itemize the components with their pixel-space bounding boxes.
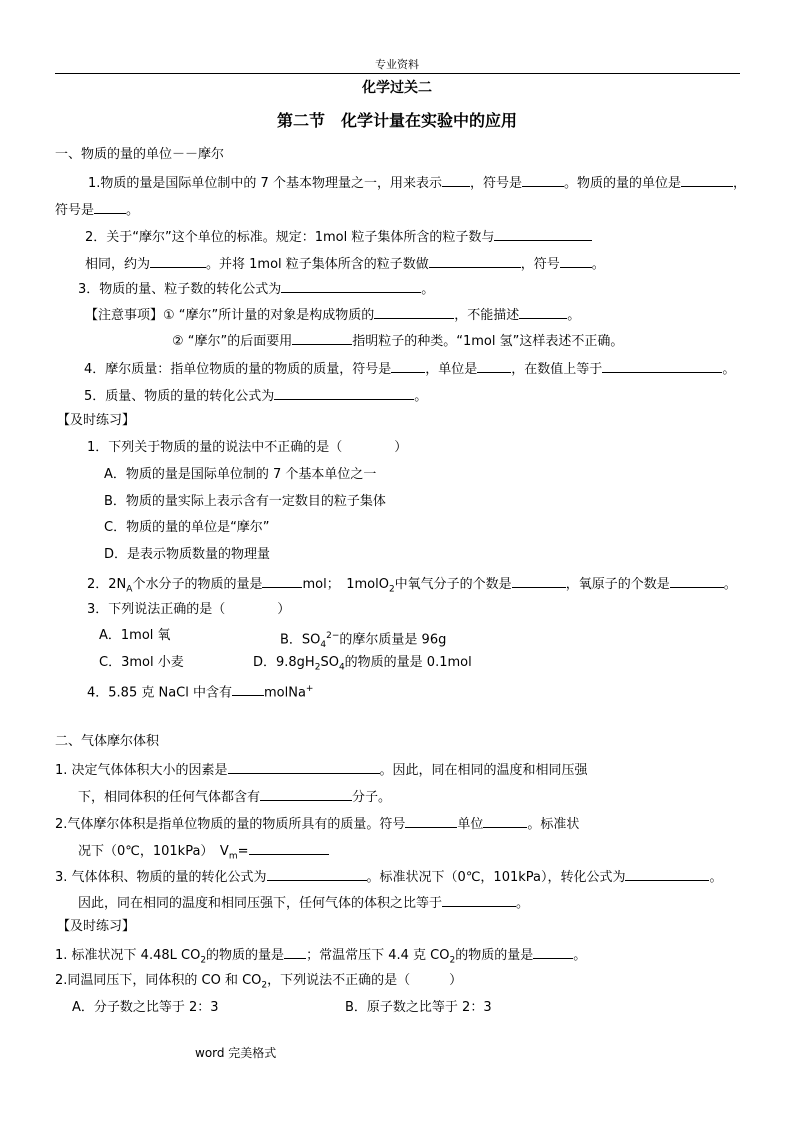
blank	[477, 360, 511, 373]
ex2-q2-option-b: B．原子数之比等于 2：3	[345, 1000, 492, 1015]
blank	[284, 946, 306, 959]
blank	[249, 842, 329, 855]
blank	[405, 815, 457, 828]
ex2-q1: 1. 标准状况下 4.48L $CO_2$的物质的量是 ；常温常压下 4.4 克 $CO_2$的物质的量是 。	[55, 948, 587, 966]
section-title: 第二节 化学计量在实验中的应用	[276, 111, 517, 130]
ex2-q2-option-a: A．分子数之比等于 2：3	[72, 1000, 219, 1015]
s1-item2-line2: 相同，约为 。并将 1mol 粒子集体所含的粒子数做 ，符号 。	[85, 257, 605, 272]
blank	[442, 894, 516, 907]
ex1-q3-option-c: C．3mol 小麦	[99, 655, 184, 670]
blank	[494, 228, 592, 241]
ex1-q1-option-a: A．物质的量是国际单位制的 7 个基本单位之一	[104, 467, 377, 482]
s1-item3: 3．物质的量、粒子数的转化公式为 。	[78, 282, 435, 297]
blank	[560, 255, 592, 268]
blank	[260, 788, 352, 801]
ex1-q3-option-d: D．$9.8gH_2SO_4$的物质的量是 0.1mol	[253, 655, 472, 673]
section2-heading: 二、气体摩尔体积	[55, 734, 160, 749]
blank	[442, 174, 470, 187]
blank	[374, 306, 454, 319]
blank	[274, 387, 414, 400]
blank	[483, 815, 527, 828]
blank	[533, 946, 573, 959]
blank	[232, 683, 264, 696]
s1-item1-line1: 1.物质的量是国际单位制中的 7 个基本物理量之一，用来表示 ，符号是 。物质的量的单位是 ，	[88, 176, 746, 191]
ex1-q1: 1．下列关于物质的量的说法中不正确的是（ ）	[87, 440, 408, 455]
blank	[267, 868, 367, 881]
ex1-q1-option-c: C．物质的量的单位是“摩尔”	[104, 520, 270, 535]
s2-item3-line1: 3. 气体体积、物质的量的转化公式为 。标准状况下（0℃，101kPa），转化公式为 。	[55, 870, 723, 885]
blank	[512, 575, 566, 588]
s1-note2: ② “摩尔”的后面要用 指明粒子的种类。“1mol 氢”这样表述不正确。	[172, 334, 624, 349]
blank	[519, 306, 567, 319]
s1-item2-line1: 2．关于“摩尔”这个单位的标准。规定：1mol 粒子集体所含的粒子数与	[85, 228, 592, 246]
blank	[522, 174, 564, 187]
practice2-heading: 【及时练习】	[57, 919, 136, 934]
page-footer: word 完美格式	[195, 1046, 277, 1060]
blank	[292, 332, 352, 345]
blank	[625, 868, 709, 881]
blank	[228, 761, 380, 774]
ex1-q4: 4．5.85 克 NaCl 中含有 molNa+	[87, 684, 314, 701]
blank	[681, 174, 733, 187]
blank	[94, 201, 126, 214]
s2-item2-line2: 况下（0℃，101kPa） $V_m=$	[78, 842, 329, 865]
ex1-q1-option-b: B．物质的量实际上表示含有一定数目的粒子集体	[104, 494, 386, 509]
ex2-q2: 2.同温同压下，同体积的 CO 和 $CO_2$，下列说法不正确的是（ ）	[55, 973, 463, 991]
blank	[262, 575, 302, 588]
blank	[150, 255, 206, 268]
s1-note1: 【注意事项】① “摩尔”所计量的对象是构成物质的 ，不能描述 。	[85, 308, 581, 323]
s1-item1-line2: 符号是 。	[55, 203, 140, 218]
page-header: 专业资料	[375, 58, 419, 71]
blank	[281, 280, 421, 293]
s2-item2-line1: 2.气体摩尔体积是指单位物质的量的物质所具有的质量。符号 单位 。标准状	[55, 817, 580, 832]
s2-item1-line1: 1. 决定气体体积大小的因素是 。因此，同在相同的温度和相同压强	[55, 763, 588, 778]
ex1-q3-option-a: A．1mol 氧	[99, 628, 171, 643]
header-divider	[55, 73, 740, 74]
doc-title: 化学过关二	[362, 80, 432, 96]
ex1-q1-option-d: D．是表示物质数量的物理量	[104, 547, 271, 562]
s1-item5: 5．质量、物质的量的转化公式为 。	[84, 389, 428, 404]
blank	[670, 575, 724, 588]
s2-item3-line2: 因此，同在相同的温度和相同压强下，任何气体的体积之比等于 。	[78, 896, 530, 911]
practice1-heading: 【及时练习】	[57, 413, 136, 428]
blank	[391, 360, 425, 373]
section1-heading: 一、物质的量的单位－－摩尔	[55, 147, 225, 162]
s2-item1-line2: 下，相同体积的任何气体都含有 分子。	[78, 790, 392, 805]
blank	[602, 360, 722, 373]
ex1-q2: 2．$2N_A$个水分子的物质的量是 mol； 1molO$_2$中氧气分子的个数是 ，氧原子的个数是 。	[87, 577, 737, 595]
blank	[429, 255, 521, 268]
ex1-q3-option-b: B．$SO_4^{2-}$的摩尔质量是 96g	[280, 631, 447, 650]
s1-item4: 4．摩尔质量：指单位物质的量的物质的质量，符号是 ，单位是 ，在数值上等于 。	[84, 362, 736, 377]
ex1-q3: 3．下列说法正确的是（ ）	[87, 602, 291, 617]
